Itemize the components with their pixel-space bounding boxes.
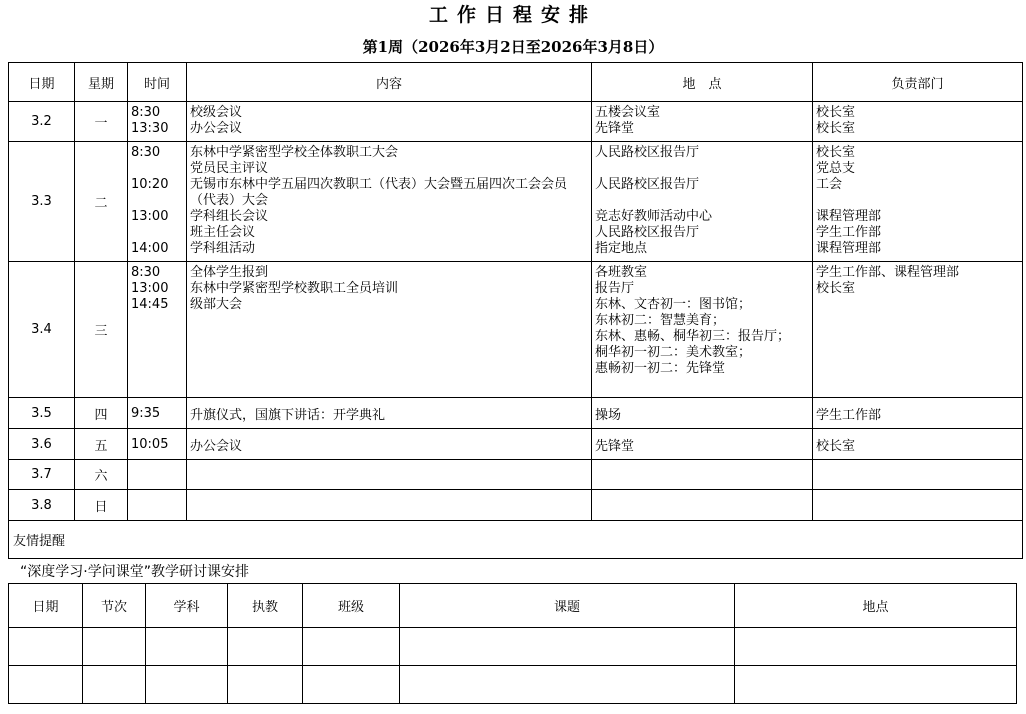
location-cell: 先锋堂	[592, 429, 813, 460]
seminar-cell	[146, 628, 228, 666]
seminar-cell	[9, 628, 83, 666]
weekday-cell: 五	[75, 429, 128, 460]
content-cell: 校级会议 办公会议	[187, 102, 592, 142]
table-row	[9, 666, 1017, 704]
time-cell: 8:30 10:20 13:00 14:00	[128, 142, 187, 262]
seminar-header-teacher: 执教	[228, 584, 303, 628]
header-content: 内容	[187, 63, 592, 102]
week-subtitle: 第1周（2026年3月2日至2026年3月8日）	[362, 38, 664, 56]
weekday-cell: 二	[75, 142, 128, 262]
time-cell: 9:35	[128, 398, 187, 429]
location-cell	[592, 460, 813, 490]
reminder-cell	[9, 521, 1023, 559]
table-row	[9, 262, 1023, 398]
weekday-cell: 六	[75, 460, 128, 490]
table-row	[9, 490, 1023, 521]
weekday-cell: 三	[75, 262, 128, 398]
reminder-row	[9, 521, 1023, 559]
content-cell: 办公会议	[187, 429, 592, 460]
seminar-header-row	[9, 584, 1017, 628]
page-title: 工作日程安排	[428, 4, 597, 26]
content-cell: 升旗仪式，国旗下讲话：开学典礼	[187, 398, 592, 429]
weekday-cell: 一	[75, 102, 128, 142]
seminar-cell	[228, 628, 303, 666]
seminar-header-subject: 学科	[146, 584, 228, 628]
seminar-header-class: 班级	[303, 584, 400, 628]
seminar-cell	[9, 666, 83, 704]
date-cell: 3.2	[9, 102, 75, 142]
header-location: 地 点	[592, 63, 813, 102]
dept-cell: 校长室 校长室	[813, 102, 1023, 142]
seminar-cell	[303, 628, 400, 666]
time-cell: 10:05	[128, 429, 187, 460]
seminar-cell	[735, 666, 1017, 704]
location-cell	[592, 490, 813, 521]
seminar-header-topic: 课题	[400, 584, 735, 628]
seminar-cell	[83, 628, 146, 666]
content-cell: 东林中学紧密型学校全体教职工大会 党员民主评议 无锡市东林中学五届四次教职工（代表）大会暨五届四次工会会员（代表）大会 学科组长会议 班主任会议 学科组活动	[187, 142, 592, 262]
seminar-cell	[228, 666, 303, 704]
reminder-label: 友情提醒	[13, 534, 66, 549]
table-row	[9, 142, 1023, 262]
location-cell: 操场	[592, 398, 813, 429]
location-cell: 各班教室 报告厅 东林、文杏初一：图书馆； 东林初二：智慧美育； 东林、惠畅、桐华初三：报告厅； 桐华初一初二：美术教室； 惠畅初一初二：先锋堂	[592, 262, 813, 398]
dept-cell	[813, 490, 1023, 521]
date-cell: 3.4	[9, 262, 75, 398]
seminar-cell	[735, 628, 1017, 666]
dept-cell: 学生工作部	[813, 398, 1023, 429]
schedule-header-row	[9, 63, 1023, 102]
time-cell: 8:30 13:00 14:45	[128, 262, 187, 398]
seminar-cell	[83, 666, 146, 704]
date-cell: 3.6	[9, 429, 75, 460]
header-time: 时间	[128, 63, 187, 102]
seminar-cell	[400, 628, 735, 666]
time-cell	[128, 490, 187, 521]
schedule-table	[8, 62, 1023, 559]
table-row	[9, 102, 1023, 142]
seminar-title: “深度学习·学问课堂”教学研讨课安排	[20, 564, 249, 580]
table-row	[9, 460, 1023, 490]
seminar-cell	[303, 666, 400, 704]
dept-cell	[813, 460, 1023, 490]
weekday-cell: 四	[75, 398, 128, 429]
content-cell	[187, 490, 592, 521]
date-cell: 3.3	[9, 142, 75, 262]
seminar-header-period: 节次	[83, 584, 146, 628]
location-cell: 人民路校区报告厅 人民路校区报告厅 竞志好教师活动中心 人民路校区报告厅 指定地点	[592, 142, 813, 262]
date-cell: 3.5	[9, 398, 75, 429]
header-dept: 负责部门	[813, 63, 1023, 102]
table-row	[9, 429, 1023, 460]
content-cell: 全体学生报到 东林中学紧密型学校教职工全员培训 级部大会	[187, 262, 592, 398]
dept-cell: 校长室	[813, 429, 1023, 460]
time-cell	[128, 460, 187, 490]
seminar-cell	[146, 666, 228, 704]
seminar-table	[8, 583, 1017, 704]
date-cell: 3.7	[9, 460, 75, 490]
table-row	[9, 628, 1017, 666]
header-date: 日期	[9, 63, 75, 102]
dept-cell: 校长室 党总支 工会 课程管理部 学生工作部 课程管理部	[813, 142, 1023, 262]
weekday-cell: 日	[75, 490, 128, 521]
time-cell: 8:30 13:30	[128, 102, 187, 142]
location-cell: 五楼会议室 先锋堂	[592, 102, 813, 142]
dept-cell: 学生工作部、课程管理部 校长室	[813, 262, 1023, 398]
header-weekday: 星期	[75, 63, 128, 102]
date-cell: 3.8	[9, 490, 75, 521]
seminar-header-location: 地点	[735, 584, 1017, 628]
seminar-cell	[400, 666, 735, 704]
table-row	[9, 398, 1023, 429]
seminar-header-date: 日期	[9, 584, 83, 628]
content-cell	[187, 460, 592, 490]
